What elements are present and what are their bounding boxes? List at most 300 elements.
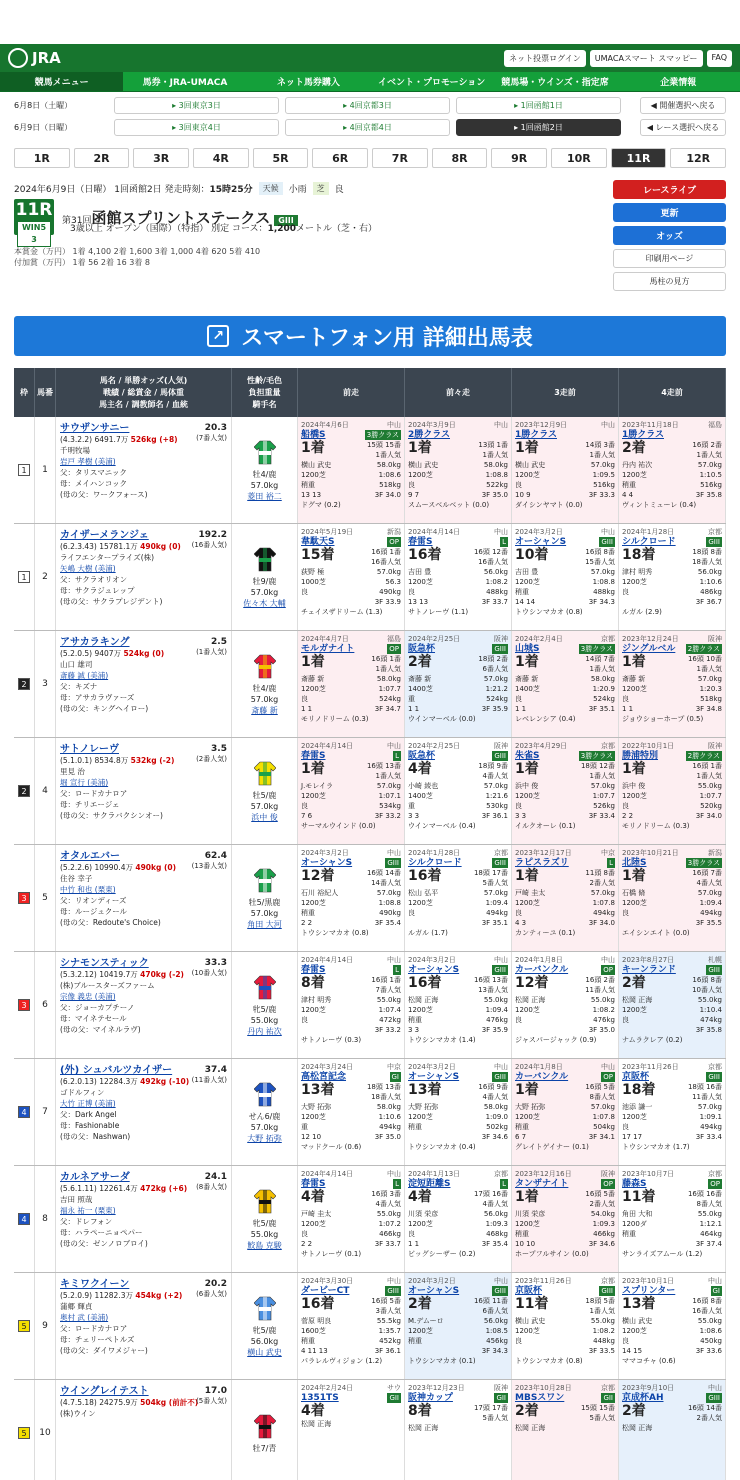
race-tab-10R[interactable]: 10R: [551, 148, 607, 168]
trainer-link[interactable]: 斎藤 誠 (美浦): [60, 671, 109, 680]
class-badge: GIII: [708, 1073, 720, 1081]
going: 良: [301, 1230, 308, 1238]
finish-line: [622, 1082, 722, 1102]
going: 稍重: [515, 588, 529, 596]
race-tab-12R[interactable]: 12R: [670, 148, 726, 168]
past-race-name-link[interactable]: スプリンター: [622, 1286, 676, 1296]
past-race-name-link[interactable]: カーバンクル: [515, 965, 569, 975]
horse-cell: [56, 1166, 232, 1272]
past-body-weight: 520kg: [700, 802, 722, 810]
horse-cell: [56, 1380, 232, 1480]
time: 56.3: [385, 578, 401, 586]
class-badge: 3勝クラス: [580, 645, 613, 653]
finish-position: 2着: [622, 440, 646, 456]
venue-button[interactable]: ▸ 4回京都3日: [285, 97, 450, 114]
corner-positions: 13 13: [408, 598, 429, 606]
field-info: 18頭 16番 11番人気: [687, 1083, 722, 1101]
smartphone-detail-banner[interactable]: ↗ スマートフォン用 詳細出馬表: [14, 316, 726, 356]
jockey-line: [408, 995, 508, 1005]
finish-position: 12着: [301, 868, 335, 884]
jockey-line: [515, 1316, 615, 1326]
past-body-weight: 494kg: [593, 909, 615, 917]
horse-name-link[interactable]: アサカラキング: [60, 637, 130, 648]
time: 1:07.7: [378, 685, 401, 693]
going: 良: [622, 588, 629, 596]
past-race-name-link[interactable]: 阪神カップ: [408, 1393, 453, 1403]
date: 2024年1月28日: [408, 849, 461, 857]
venue-button[interactable]: ▸ 3回東京4日: [114, 119, 279, 136]
past-race-name-link[interactable]: タンザナイト: [515, 1179, 569, 1189]
field-info: 16頭 5番 2番人気: [585, 1190, 615, 1208]
jockey-link[interactable]: 鮫島 克駿: [247, 1240, 282, 1250]
pos-line: [515, 1132, 615, 1142]
race-tab-3R[interactable]: 3R: [133, 148, 189, 168]
past-race-cell: [405, 1059, 512, 1165]
jockey-line: [301, 1209, 401, 1219]
race-tab-11R[interactable]: 11R: [611, 148, 667, 168]
past-weight: 55.0kg: [697, 1210, 722, 1218]
venue: 京都: [494, 1170, 508, 1178]
past-race-name-link[interactable]: モルガナイト: [301, 644, 355, 654]
date: 2024年2月25日: [408, 635, 461, 643]
action-button-2[interactable]: オッズ: [613, 226, 726, 245]
past-weight: 57.0kg: [376, 782, 401, 790]
winner: トウシンマカオ (0.8): [301, 929, 369, 937]
date: 2024年3月24日: [301, 1063, 354, 1071]
horse-cell: [56, 631, 232, 737]
going: 良: [515, 802, 522, 810]
past-race-name-link[interactable]: 藤森S: [622, 1179, 647, 1189]
sex-age: 牡4/鹿: [252, 683, 277, 693]
venue: 中京: [387, 1063, 401, 1071]
external-link-icon: ↗: [207, 325, 229, 347]
date: 2024年4月14日: [301, 742, 354, 750]
finish-position: 13着: [408, 1082, 442, 1098]
winner: トウシンマカオ (0.1): [408, 1357, 476, 1365]
past-race-name-link[interactable]: MBSスワン: [515, 1393, 565, 1403]
nav-item-4[interactable]: 競馬場・ウインズ・指定席: [501, 78, 609, 88]
last-3f: 3F 34.0: [695, 812, 722, 820]
sex-age: 牡5/黒鹿: [248, 897, 281, 907]
past-race-name-link[interactable]: 韋駄天S: [301, 537, 335, 547]
corner-positions: 2 2: [301, 919, 313, 927]
date: 2024年3月9日: [408, 421, 456, 429]
jockey-link[interactable]: 横山 武史: [247, 1347, 282, 1357]
pos-line: [301, 918, 401, 928]
action-button-1[interactable]: 更新: [613, 203, 726, 222]
finish-position: 4着: [301, 1403, 325, 1419]
jockey-line: [301, 1419, 401, 1429]
past-weight: 57.0kg: [590, 782, 615, 790]
past-race-name-link[interactable]: カーバンクル: [515, 1072, 569, 1082]
jockey-line: [408, 567, 508, 577]
past-race-name-link[interactable]: 京阪杯: [515, 1286, 543, 1296]
going-line: [408, 694, 508, 704]
past-race-name-link[interactable]: 山城S: [515, 644, 540, 654]
venue: 中京: [601, 849, 615, 857]
past-race-date: [515, 527, 615, 537]
last-3f: 3F 37.4: [695, 1240, 722, 1248]
past-race-date: [408, 848, 508, 858]
finish-line: [622, 547, 722, 567]
class-badge: GII: [496, 1394, 506, 1402]
horse-name-link[interactable]: カイザーメランジェ: [60, 530, 149, 541]
finish-line: [301, 440, 401, 460]
corner-positions: 4 11 13: [301, 1347, 328, 1355]
nav-item-0[interactable]: 競馬メニュー: [0, 72, 123, 91]
past-race-name-link[interactable]: 春雷S: [301, 751, 326, 761]
past-race-name-link[interactable]: 1勝クラス: [515, 430, 557, 440]
finish-line: [515, 761, 615, 781]
past-race-name-link[interactable]: シルクロード: [408, 858, 462, 868]
horse-name-link[interactable]: (外) シュバルツカイザー: [60, 1065, 173, 1076]
broodmare-sire: (母の父：サクラバクシンオー): [60, 811, 163, 820]
time: 1:08.5: [485, 1327, 508, 1335]
past-race-name-link[interactable]: ジングルベル: [622, 644, 676, 654]
past-race-name-link[interactable]: ラピスラズリ: [515, 858, 569, 868]
trainer-link[interactable]: 中竹 和也 (栗東): [60, 885, 116, 894]
action-button-0[interactable]: レースライブ: [613, 180, 726, 199]
finish-position: 2着: [408, 1296, 432, 1312]
past-race-name-link[interactable]: 春雷S: [301, 965, 326, 975]
date: 2024年4月14日: [301, 1170, 354, 1178]
venue-button[interactable]: ▸ 1回函館2日: [456, 119, 621, 136]
going: 良: [515, 695, 522, 703]
jockey-line: [622, 674, 722, 684]
finish-line: [408, 761, 508, 781]
time: 1:08.8: [378, 899, 401, 907]
race-tab-9R[interactable]: 9R: [491, 148, 547, 168]
class-badge: GIII: [601, 1287, 613, 1295]
going: 稍重: [515, 1230, 529, 1238]
date: 2023年12月9日: [515, 421, 568, 429]
past-weight: 55.0kg: [483, 996, 508, 1004]
back-button[interactable]: ◀ レース選択へ戻る: [640, 119, 726, 136]
going-line: [301, 480, 401, 490]
jockey-line: [301, 460, 401, 470]
venue-button[interactable]: ▸ 4回京都4日: [285, 119, 450, 136]
past-race-name-link[interactable]: 1勝クラス: [622, 430, 664, 440]
going: 良: [622, 802, 629, 810]
past-race-name-link[interactable]: オーシャンS: [301, 858, 353, 868]
field-info: 16頭 7番 4番人気: [692, 869, 722, 887]
trainer-link[interactable]: 奥村 武 (美浦): [60, 1313, 109, 1322]
distance: 1200芝: [515, 899, 540, 907]
past-race-date: [408, 1276, 508, 1286]
class-badge: GII: [389, 1394, 399, 1402]
past-race-name-link[interactable]: 阪急杯: [408, 644, 436, 654]
winner: ルガル (2.9): [622, 608, 662, 616]
past-race-date: [622, 1169, 722, 1179]
winner: レベレンシア (0.4): [515, 715, 576, 723]
horse-name-link[interactable]: オタルエバー: [60, 851, 120, 862]
horse-name-link[interactable]: キミワクイーン: [60, 1279, 130, 1290]
pos-line: [301, 811, 401, 821]
going-line: [408, 1015, 508, 1025]
horse-name-link[interactable]: サトノレーヴ: [60, 744, 119, 755]
trainer-link[interactable]: 矢嶋 大樹 (美浦): [60, 564, 116, 573]
race-tab-1R[interactable]: 1R: [14, 148, 70, 168]
race-tab-6R[interactable]: 6R: [312, 148, 368, 168]
jockey-link[interactable]: 佐々木 大輔: [243, 598, 286, 608]
last-3f: 3F 35.8: [695, 1026, 722, 1034]
past-race-cell: [298, 1166, 405, 1272]
jockey-line: [408, 674, 508, 684]
past-race-name-link[interactable]: 阪急杯: [408, 751, 436, 761]
past-race-name-link[interactable]: 朱雀S: [515, 751, 540, 761]
table-header-5: 前々走: [405, 368, 512, 417]
prize-money: 本賞金（万円） 1着 4,100 2着 1,600 3着 1,000 4着 620 5着 410 付加賞（万円） 1着 56 2着 16 3着 8: [14, 247, 261, 267]
past-body-weight: 494kg: [486, 909, 508, 917]
past-race-name-link[interactable]: 京阪杯: [622, 1072, 650, 1082]
past-race-name-link[interactable]: オーシャンS: [408, 1286, 460, 1296]
pos-line: [622, 1239, 722, 1249]
finish-line: [301, 1189, 401, 1209]
class-badge: GIII: [387, 859, 399, 867]
past-race-name-link[interactable]: 春雷S: [408, 537, 433, 547]
nav-item-3[interactable]: イベント・プロモーション: [378, 78, 486, 88]
time-line: [408, 898, 508, 908]
jockey-cell: [232, 524, 298, 630]
jockey-line: [622, 1316, 722, 1326]
finish-position: 4着: [301, 1189, 325, 1205]
past-race-name-link[interactable]: オーシャンS: [515, 537, 567, 547]
past-body-weight: 524kg: [379, 695, 401, 703]
finish-line: [301, 1403, 401, 1419]
field-info: 11頭 8番 2番人気: [585, 869, 615, 887]
past-race-cell: [619, 1059, 726, 1165]
jockey-line: [301, 674, 401, 684]
winner: ルガル (1.7): [408, 929, 448, 937]
past-weight: 57.0kg: [697, 461, 722, 469]
past-jockey: 松岡 正海: [622, 996, 653, 1004]
pos-line: [622, 811, 722, 821]
last-3f: 3F 35.1: [588, 705, 615, 713]
past-race-name-link[interactable]: オーシャンS: [408, 965, 460, 975]
past-race-date: [301, 1383, 401, 1393]
date: 2023年12月17日: [515, 849, 572, 857]
field-info: 18頭 8番 18番人気: [692, 548, 722, 566]
finish-line: [301, 1082, 401, 1102]
class-badge: L: [609, 859, 613, 867]
action-button-4[interactable]: 馬柱の見方: [613, 272, 726, 291]
past-race-name-link[interactable]: 勝浦特別: [622, 751, 659, 761]
silks-icon: [254, 653, 276, 679]
past-race-cell: [512, 738, 619, 844]
action-button-3[interactable]: 印刷用ページ: [613, 249, 726, 268]
horse-name-link[interactable]: サウザンサニー: [60, 423, 130, 434]
past-race-name-link[interactable]: 淀短距離S: [408, 1179, 451, 1189]
time-line: [515, 791, 615, 801]
going-line: [622, 908, 722, 918]
field-info: 18頭 12番 1番人気: [580, 762, 615, 780]
silks-icon: [254, 1081, 276, 1107]
trainer-link[interactable]: 宗像 義忠 (美浦): [60, 992, 116, 1001]
last-3f: 3F 35.0: [374, 1133, 401, 1141]
header-button-2[interactable]: FAQ: [707, 50, 733, 67]
past-race-date: [622, 955, 722, 965]
past-race-date: [515, 420, 615, 430]
jockey-line: [622, 888, 722, 898]
past-race-cell: [619, 845, 726, 951]
distance: 1200芝: [622, 899, 647, 907]
jockey-link[interactable]: 浜中 俊: [251, 812, 278, 822]
distance: 1200芝: [301, 471, 326, 479]
jockey-link[interactable]: 斎藤 新: [251, 705, 278, 715]
header-button-0[interactable]: ネット投票ログイン: [504, 50, 586, 67]
past-jockey: 川須 栄彦: [515, 1210, 546, 1218]
record-text: (4.7.5.18) 24275.9万: [60, 1398, 141, 1407]
jockey-cell: [232, 845, 298, 951]
class-badge: GIII: [494, 645, 506, 653]
race-tab-2R[interactable]: 2R: [74, 148, 130, 168]
race-tab-8R[interactable]: 8R: [432, 148, 488, 168]
horse-name-link[interactable]: カルネアサーダ: [60, 1172, 130, 1183]
trainer-link[interactable]: 堀 宣行 (美浦): [60, 778, 109, 787]
finish-line: [301, 547, 401, 567]
corner-positions: 14 15: [622, 1347, 643, 1355]
venue-button[interactable]: ▸ 3回東京3日: [114, 97, 279, 114]
last-3f: 3F 34.8: [695, 705, 722, 713]
winner: チェイスザドリーム (1.3): [301, 608, 383, 616]
time: 1:08.2: [592, 1327, 615, 1335]
past-jockey: 小崎 綾也: [408, 782, 439, 790]
table-row: [14, 417, 726, 524]
date: 2024年1月8日: [515, 956, 563, 964]
jockey-line: [515, 1209, 615, 1219]
past-race-name-link[interactable]: 2勝クラス: [408, 430, 450, 440]
class-badge: OP: [710, 1180, 720, 1188]
winner: トウシンマカオ (1.7): [622, 1143, 690, 1151]
last-3f: 3F 35.0: [481, 491, 508, 499]
past-race-date: [301, 955, 401, 965]
past-race-cell: [512, 524, 619, 630]
past-jockey: J.モレイラ: [301, 782, 333, 790]
field-info: 16頭 1番 7番人気: [371, 976, 401, 994]
race-conditions: 3歳以上 オープン（国際）（特指） 別定 コース：1,200メートル（芝・右）: [70, 224, 378, 234]
past-body-weight: 524kg: [593, 695, 615, 703]
nav-item-2[interactable]: ネット馬券購入: [276, 78, 340, 88]
past-body-weight: 452kg: [379, 1337, 401, 1345]
winner: サトノレーヴ (1.1): [408, 608, 469, 616]
distance: 1200芝: [515, 1220, 540, 1228]
odds: 37.4 (11番人気): [191, 1065, 227, 1084]
header-button-1[interactable]: UMACAスマート スマッピー: [590, 50, 703, 67]
class-badge: GIII: [708, 1394, 720, 1402]
past-race-name-link[interactable]: ダービーCT: [301, 1286, 350, 1296]
jockey-link[interactable]: 菱田 裕二: [247, 491, 282, 501]
race-tab-5R[interactable]: 5R: [253, 148, 309, 168]
race-tab-7R[interactable]: 7R: [372, 148, 428, 168]
past-body-weight: 488kg: [486, 588, 508, 596]
last-3f: 3F 35.5: [695, 919, 722, 927]
venue: 中山: [708, 1384, 722, 1392]
horse-name-link[interactable]: シナモンスティック: [60, 958, 149, 969]
class-badge: OP: [603, 966, 613, 974]
weight-carried: 57.0kg: [250, 801, 279, 811]
jockey-link[interactable]: 角田 大河: [247, 919, 282, 929]
past-race-name-link[interactable]: オーシャンS: [408, 1072, 460, 1082]
field-info: 18頭 9番 4番人気: [478, 762, 508, 780]
jra-logo[interactable]: JRA: [8, 48, 88, 68]
past-race-name-link[interactable]: 高松宮記念: [301, 1072, 347, 1082]
pos-line: [408, 704, 508, 714]
jockey-line: [622, 781, 722, 791]
past-body-weight: 476kg: [486, 1016, 508, 1024]
corner-positions: 3 3: [408, 812, 420, 820]
jockey-link[interactable]: 大野 拓弥: [247, 1133, 282, 1143]
record-text: (5.2.0.5) 9407万: [60, 649, 124, 658]
time-line: [301, 470, 401, 480]
time: 1:10.4: [699, 1006, 722, 1014]
jockey-cell: [232, 1380, 298, 1480]
time-line: [408, 1326, 508, 1336]
past-race-date: [515, 1383, 615, 1393]
trainer-link[interactable]: 福永 祐一 (栗東): [60, 1206, 116, 1215]
past-race-cell: [512, 1059, 619, 1165]
nav-item-5[interactable]: 企業情報: [660, 78, 697, 88]
finish-position: 1着: [301, 654, 325, 670]
past-body-weight: 518kg: [700, 695, 722, 703]
going-line: [515, 1122, 615, 1132]
date: 2023年9月10日: [622, 1384, 675, 1392]
jockey-line: [515, 460, 615, 470]
past-race-date: [515, 1169, 615, 1179]
past-race-name-link[interactable]: キーンランド: [622, 965, 676, 975]
going-line: [515, 801, 615, 811]
past-race-name-link[interactable]: 1351TS: [301, 1393, 339, 1403]
past-weight: 57.0kg: [483, 782, 508, 790]
last-3f: 3F 33.2: [374, 1026, 401, 1034]
distance: 1200芝: [515, 578, 540, 586]
going: 重: [408, 802, 415, 810]
venue-button[interactable]: ▸ 1回函館1日: [456, 97, 621, 114]
trainer-link[interactable]: 岩戸 孝樹 (美浦): [60, 457, 116, 466]
past-body-weight: 466kg: [379, 1230, 401, 1238]
horse-name-link[interactable]: ウイングレイテスト: [60, 1386, 149, 1397]
past-race-cell: [405, 631, 512, 737]
past-race-name-link[interactable]: 京成杯AH: [622, 1393, 664, 1403]
back-button[interactable]: ◀ 開催選択へ戻る: [640, 97, 726, 114]
finish-position: 13着: [301, 1082, 335, 1098]
nav-item-1[interactable]: 馬券・JRA-UMACA: [142, 78, 228, 88]
past-race-cell: [298, 1273, 405, 1379]
past-race-cell: [298, 1380, 405, 1480]
sire: 父：サクラオリオン: [60, 575, 128, 584]
jockey-cell: [232, 1166, 298, 1272]
past-jockey: 角田 大和: [622, 1210, 653, 1218]
past-race-name-link[interactable]: 北陸S: [622, 858, 647, 868]
pos-line: [301, 597, 401, 607]
jockey-line: [515, 888, 615, 898]
race-tab-4R[interactable]: 4R: [193, 148, 249, 168]
past-race-name-link[interactable]: 船橋S: [301, 430, 326, 440]
jockey-link[interactable]: 丹内 祐次: [247, 1026, 282, 1036]
class-badge: GIII: [387, 1287, 399, 1295]
sire: 父：リオンディーズ: [60, 896, 127, 905]
venue: 福島: [387, 635, 401, 643]
past-race-cell: [405, 524, 512, 630]
jockey-line: [622, 567, 722, 577]
time: 1:08.8: [485, 471, 508, 479]
past-race-cell: [512, 1273, 619, 1379]
trainer-link[interactable]: 大竹 正博 (美浦): [60, 1099, 116, 1108]
pos-line: [408, 490, 508, 500]
weight-carried: 55.0kg: [250, 1015, 279, 1025]
winner: トウシンマカオ (1.4): [408, 1036, 476, 1044]
past-race-name-link[interactable]: シルクロード: [622, 537, 676, 547]
past-race-name-link[interactable]: 春雷S: [301, 1179, 326, 1189]
